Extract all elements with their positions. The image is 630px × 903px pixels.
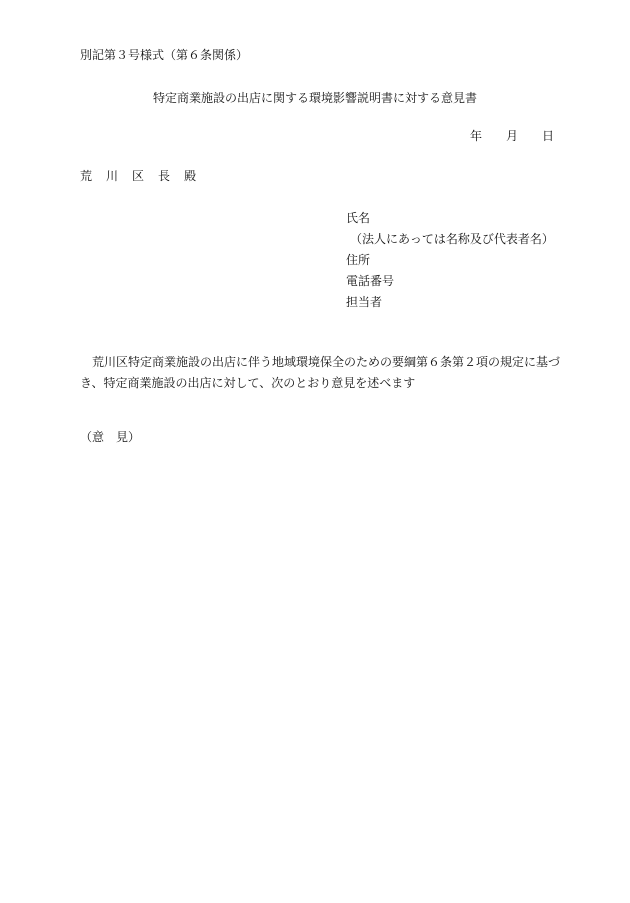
body-line-2: き、特定商業施設の出店に対して、次のとおり意見を述べます xyxy=(80,376,416,390)
document-title: 特定商業施設の出店に関する環境影響説明書に対する意見書 xyxy=(152,91,477,105)
date-month: 月 xyxy=(506,129,519,143)
addressee xyxy=(80,168,210,184)
date-day: 日 xyxy=(542,129,555,143)
body-paragraph xyxy=(80,352,570,394)
addressee-char: 殿 xyxy=(184,169,197,183)
addressee-char: 荒 xyxy=(80,169,93,183)
addressee-char: 長 xyxy=(158,169,171,183)
submitter-name-label: 氏名 xyxy=(346,211,371,225)
submitter-address-label: 住所 xyxy=(346,253,371,267)
opinion-heading: （意 見） xyxy=(80,430,141,444)
body-line-1: 荒川区特定商業施設の出店に伴う地域環境保全のための要綱第６条第２項の規定に基づ xyxy=(80,355,561,369)
submitter-name-note: （法人にあっては名称及び代表者名） xyxy=(350,232,554,246)
form-number-label: 別記第３号様式（第６条関係） xyxy=(80,48,249,62)
date-year: 年 xyxy=(470,129,483,143)
submitter-contact-label: 担当者 xyxy=(346,295,383,309)
submitter-block xyxy=(346,208,554,313)
addressee-char: 区 xyxy=(132,169,145,183)
addressee-char: 川 xyxy=(106,169,119,183)
submitter-phone-label: 電話番号 xyxy=(346,274,395,288)
date-line xyxy=(470,128,554,144)
